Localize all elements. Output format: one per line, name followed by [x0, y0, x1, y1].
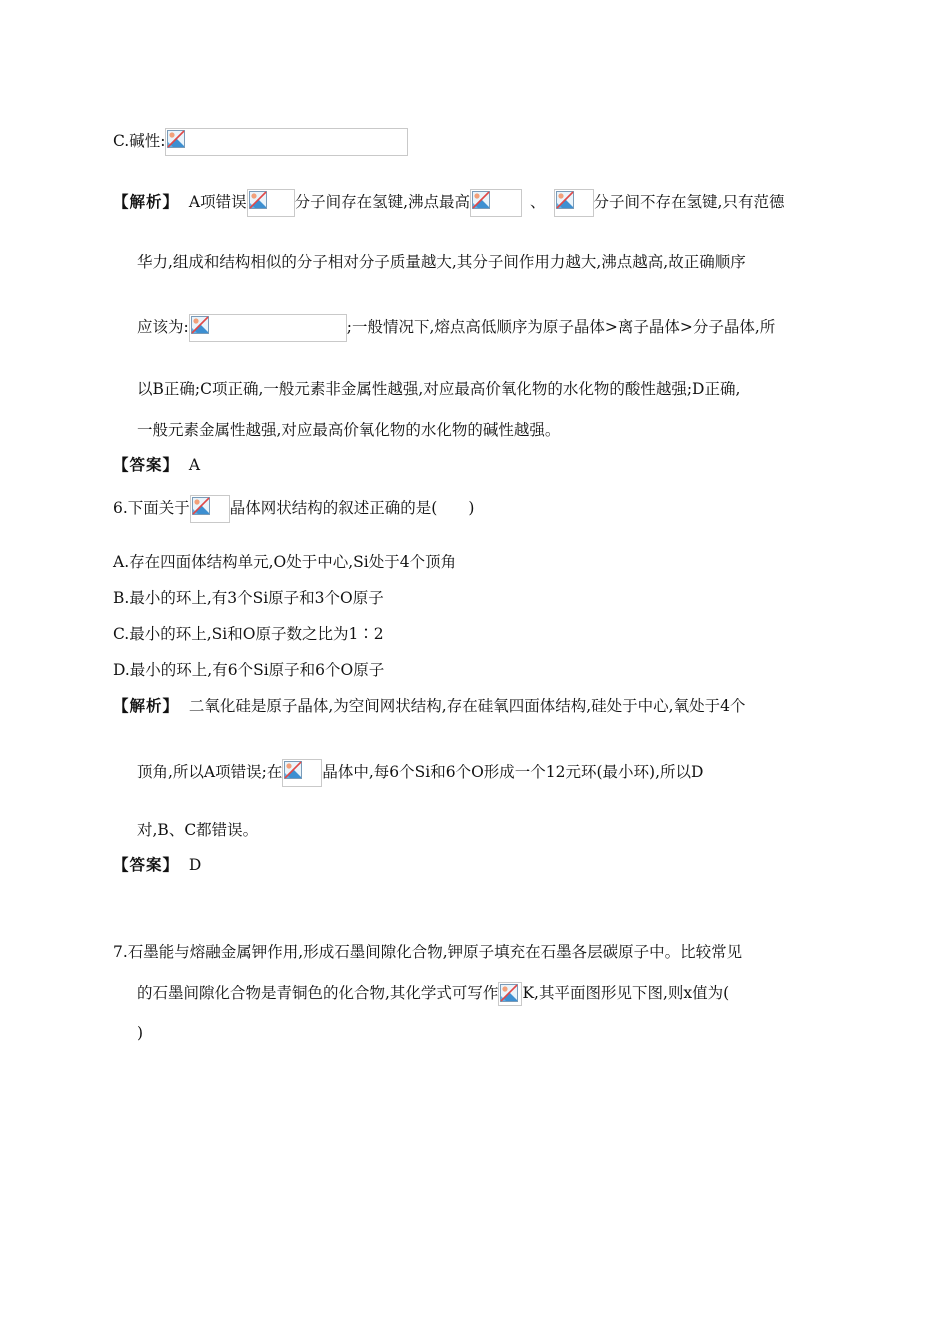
analysis-text: 分子间不存在氢键,只有范德: [593, 193, 785, 211]
question-text: 6.下面关于: [113, 499, 190, 517]
formula-image: [554, 189, 594, 217]
analysis-line-2: [137, 759, 703, 787]
question-7-line-1: 7.石墨能与熔融金属钾作用,形成石墨间隙化合物,钾原子填充在石墨各层碳原子中。比较常见: [113, 943, 743, 961]
broken-image-icon: [556, 191, 574, 209]
analysis-line-1: [113, 189, 784, 217]
option-c-label: C.碱性:: [113, 132, 166, 150]
formula-image: [470, 189, 522, 217]
answer-line: [113, 855, 201, 875]
analysis-line-5: 一般元素金属性越强,对应最高价氧化物的水化物的碱性越强。: [137, 421, 561, 439]
analysis-line-3: [137, 314, 775, 342]
broken-image-icon: [500, 984, 518, 1002]
question-text: 的石墨间隙化合物是青铜色的化合物,其化学式可写作: [137, 984, 499, 1002]
option-d: D.最小的环上,有6个Si原子和6个O原子: [113, 661, 385, 679]
question-6-stem: [113, 495, 474, 523]
analysis-text: 晶体中,每6个Si和6个O形成一个12元环(最小环),所以D: [322, 763, 704, 781]
option-c-line: [113, 128, 408, 156]
formula-image: [190, 495, 230, 523]
broken-image-icon: [284, 761, 302, 779]
analysis-text: ;一般情况下,熔点高低顺序为原子晶体>离子晶体>分子晶体,所: [346, 318, 776, 336]
formula-image: [189, 314, 347, 342]
question-7-line-3: ): [137, 1024, 144, 1042]
question-text: 晶体网状结构的叙述正确的是( ): [229, 499, 475, 517]
answer-value: D: [188, 856, 202, 874]
analysis-line-2: 华力,组成和结构相似的分子相对分子质量越大,其分子间作用力越大,沸点越高,故正确顺序: [137, 253, 746, 271]
analysis-line-4: 以B正确;C项正确,一般元素非金属性越强,对应最高价氧化物的水化物的酸性越强;D正确,: [137, 380, 741, 398]
answer-tag: 【答案】: [113, 855, 180, 874]
analysis-text: 应该为:: [137, 318, 189, 336]
answer-line: [113, 455, 200, 475]
answer-tag: 【答案】: [113, 455, 180, 474]
broken-image-icon: [192, 497, 210, 515]
question-7-line-2: [137, 982, 729, 1006]
analysis-text: 二氧化硅是原子晶体,为空间网状结构,存在硅氧四面体结构,硅处于中心,氧处于4个: [188, 697, 746, 715]
formula-image: [282, 759, 322, 787]
broken-image-icon: [167, 130, 185, 148]
option-c: C.最小的环上,Si和O原子数之比为1∶2: [113, 625, 384, 643]
analysis-line-3: 对,B、C都错误。: [137, 821, 259, 839]
analysis-text: 、: [530, 193, 546, 211]
analysis-tag: 【解析】: [113, 192, 180, 211]
analysis-text: A项错误: [188, 193, 247, 211]
broken-image-icon: [472, 191, 490, 209]
analysis-line-1: [113, 696, 745, 716]
option-a: A.存在四面体结构单元,O处于中心,Si处于4个顶角: [113, 553, 457, 571]
broken-image-icon: [249, 191, 267, 209]
formula-image: [165, 128, 408, 156]
analysis-text: 分子间存在氢键,沸点最高: [294, 193, 471, 211]
question-text: K,其平面图形见下图,则x值为(: [522, 984, 730, 1002]
answer-value: A: [188, 456, 201, 474]
option-b: B.最小的环上,有3个Si原子和3个O原子: [113, 589, 384, 607]
analysis-tag: 【解析】: [113, 696, 180, 715]
formula-image: [498, 982, 522, 1006]
formula-image: [247, 189, 295, 217]
broken-image-icon: [191, 316, 209, 334]
analysis-text: 顶角,所以A项错误;在: [137, 763, 283, 781]
